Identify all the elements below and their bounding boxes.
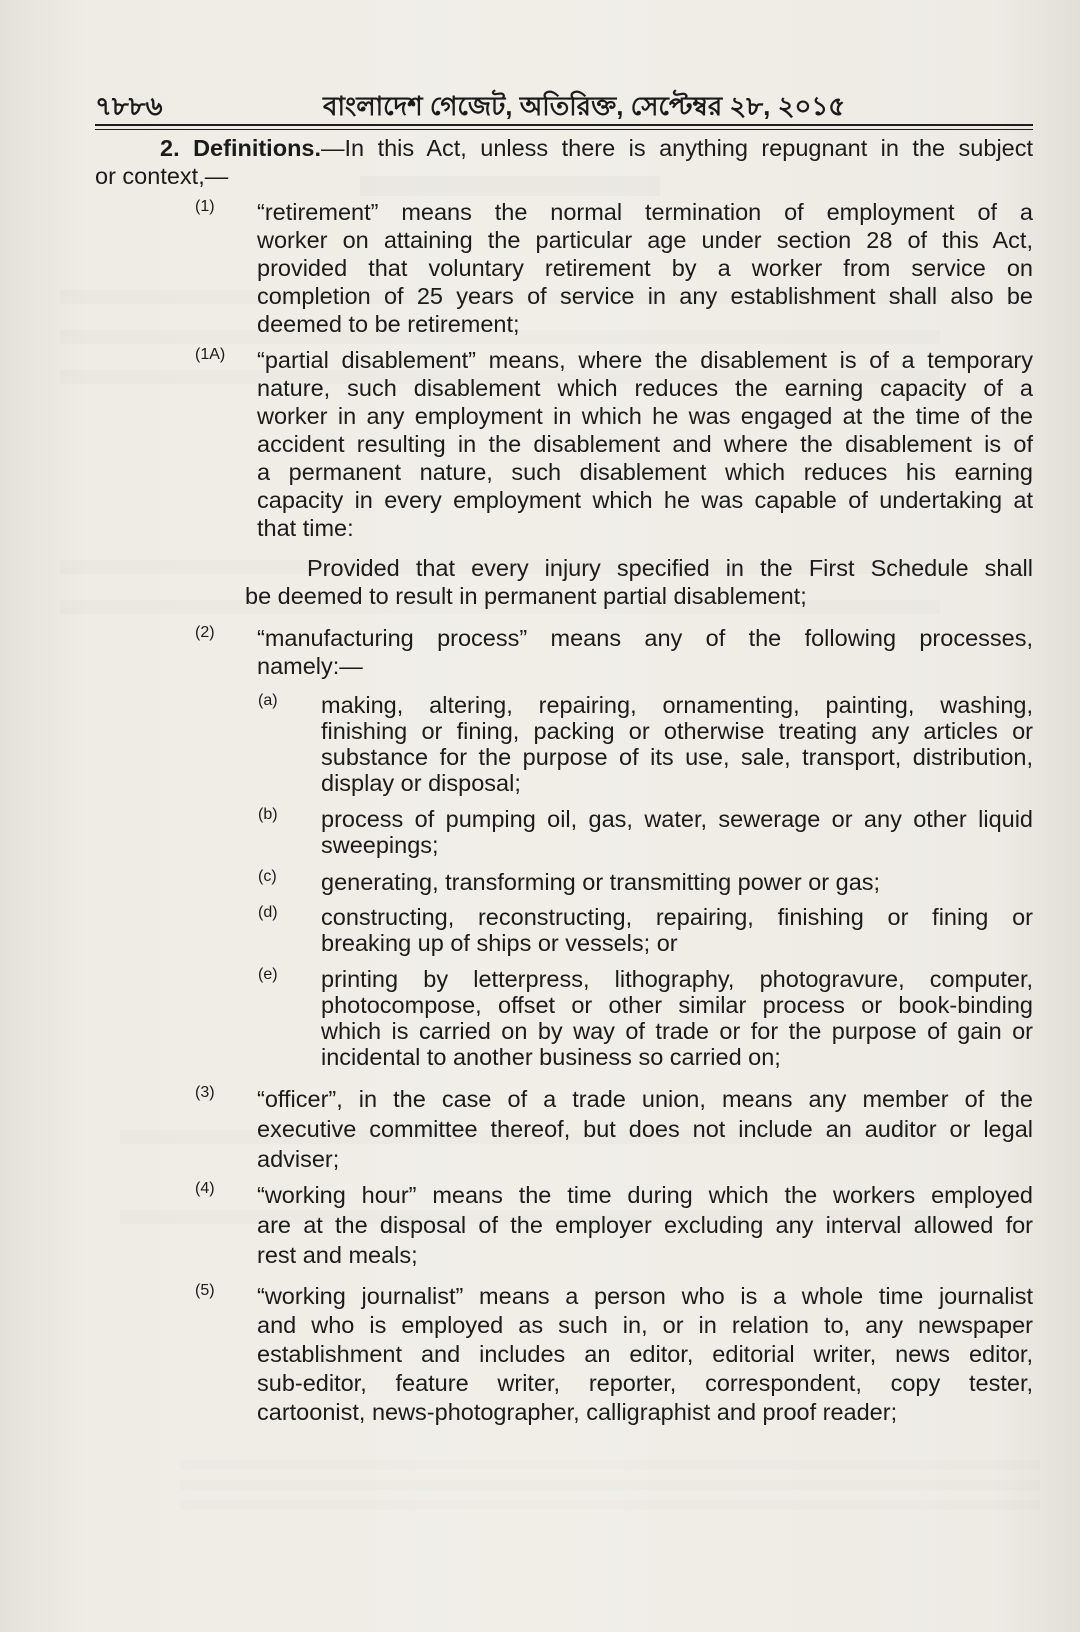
item-marker: (3) [195, 1084, 215, 1101]
item-marker: (2) [195, 624, 215, 641]
item-line: a permanent nature, such disablement which reduces his earning [257, 459, 1033, 485]
proviso [95, 554, 1033, 610]
section-heading: Definitions. [193, 135, 322, 161]
item-line: rest and meals; [257, 1242, 418, 1268]
sub-item-marker: (d) [258, 904, 278, 921]
item-line: are at the disposal of the employer excluding any interval allowed for [257, 1212, 1033, 1238]
sub-item-line: photocompose, offset or other similar process or book-binding [321, 992, 1033, 1018]
sub-item [95, 868, 1033, 896]
item-line: “working journalist” means a person who is a whole time journalist [257, 1283, 1033, 1309]
proviso-line: be deemed to result in permanent partial disablement; [245, 583, 807, 609]
item-marker: (4) [195, 1180, 215, 1197]
item-line: worker in any employment in which he was engaged at the time of the [257, 403, 1033, 429]
definition-item [95, 1084, 1033, 1174]
definition-item [95, 346, 1033, 542]
sub-item-line: process of pumping oil, gas, water, sewerage or any other liquid [321, 806, 1033, 832]
item-line: namely:— [257, 653, 363, 679]
section-intro-cont: or context,— [95, 163, 229, 189]
sub-item-line: making, altering, repairing, ornamenting, painting, washing, [321, 692, 1033, 718]
item-line: establishment and includes an editor, editorial writer, news editor, [257, 1341, 1033, 1367]
sub-item-line: printing by letterpress, lithography, photogravure, computer, [321, 966, 1033, 992]
sub-item [95, 806, 1033, 858]
sub-item-marker: (b) [258, 806, 278, 823]
item-line: cartoonist, news-photographer, calligraphist and proof reader; [257, 1399, 898, 1425]
sub-item-line: substance for the purpose of its use, sale, transport, distribution, [321, 744, 1033, 770]
sub-item-line: constructing, reconstructing, repairing, finishing or fining or [321, 904, 1033, 930]
header-rule-thin [95, 129, 1033, 130]
item-line: that time: [257, 515, 354, 541]
header-rule [95, 124, 1033, 126]
item-line: executive committee thereof, but does not include an auditor or legal [257, 1116, 1033, 1142]
section-intro-text: —In this Act, unless there is anything repugnant in the subject [321, 135, 1034, 161]
item-marker: (1A) [195, 346, 226, 363]
item-line: accident resulting in the disablement and where the disablement is of [257, 431, 1033, 457]
item-line: worker on attaining the particular age under section 28 of this Act, [257, 227, 1033, 253]
item-line: and who is employed as such in, or in relation to, any newspaper [257, 1312, 1033, 1338]
item-marker: (1) [195, 198, 215, 215]
sub-item-line: incidental to another business so carried on; [321, 1044, 781, 1070]
item-line: completion of 25 years of service in any establishment shall also be [257, 283, 1033, 309]
definition-item [95, 1282, 1033, 1427]
sub-item-line: generating, transforming or transmitting power or gas; [321, 869, 881, 895]
item-marker: (5) [195, 1282, 215, 1299]
sub-item [95, 966, 1033, 1070]
section-number: 2. [160, 135, 180, 161]
sub-item [95, 904, 1033, 956]
sub-item-line: which is carried on by way of trade or for the purpose of gain or [321, 1018, 1033, 1044]
sub-item [95, 692, 1033, 796]
item-line: “manufacturing process” means any of the following processes, [257, 625, 1033, 651]
item-line: “partial disablement” means, where the disablement is of a temporary [257, 347, 1033, 373]
gazette-title: বাংলাদেশ গেজেট, অতিরিক্ত, সেপ্টেম্বর ২৮, ২০১৫ [323, 91, 846, 121]
definition-item [95, 624, 1033, 680]
item-line: sub-editor, feature writer, reporter, correspondent, copy tester, [257, 1370, 1033, 1396]
document-body [95, 134, 1033, 1427]
sub-item-line: finishing or fining, packing or otherwise treating any articles or [321, 718, 1033, 744]
item-line: adviser; [257, 1146, 340, 1172]
sub-item-line: sweepings; [321, 832, 439, 858]
item-line: “retirement” means the normal termination of employment of a [257, 199, 1033, 225]
definition-item [95, 198, 1033, 338]
item-line: provided that voluntary retirement by a worker from service on [257, 255, 1033, 281]
item-line: deemed to be retirement; [257, 311, 520, 337]
sub-item-line: display or disposal; [321, 770, 521, 796]
sub-item-marker: (e) [258, 966, 278, 983]
proviso-line: Provided that every injury specified in the First Schedule shall [307, 555, 1033, 581]
sub-item-marker: (a) [258, 692, 278, 709]
sub-item-marker: (c) [258, 868, 277, 885]
item-line: “officer”, in the case of a trade union, means any member of the [257, 1086, 1033, 1112]
definition-item [95, 1180, 1033, 1270]
sub-item-line: breaking up of ships or vessels; or [321, 930, 678, 956]
section-intro [95, 134, 1033, 162]
gazette-header [95, 86, 1033, 121]
item-line: capacity in every employment which he was capable of undertaking at [257, 487, 1033, 513]
item-line: “working hour” means the time during which the workers employed [257, 1182, 1033, 1208]
item-line: nature, such disablement which reduces the earning capacity of a [257, 375, 1033, 401]
page-number: ৭৮৮৬ [95, 91, 163, 121]
